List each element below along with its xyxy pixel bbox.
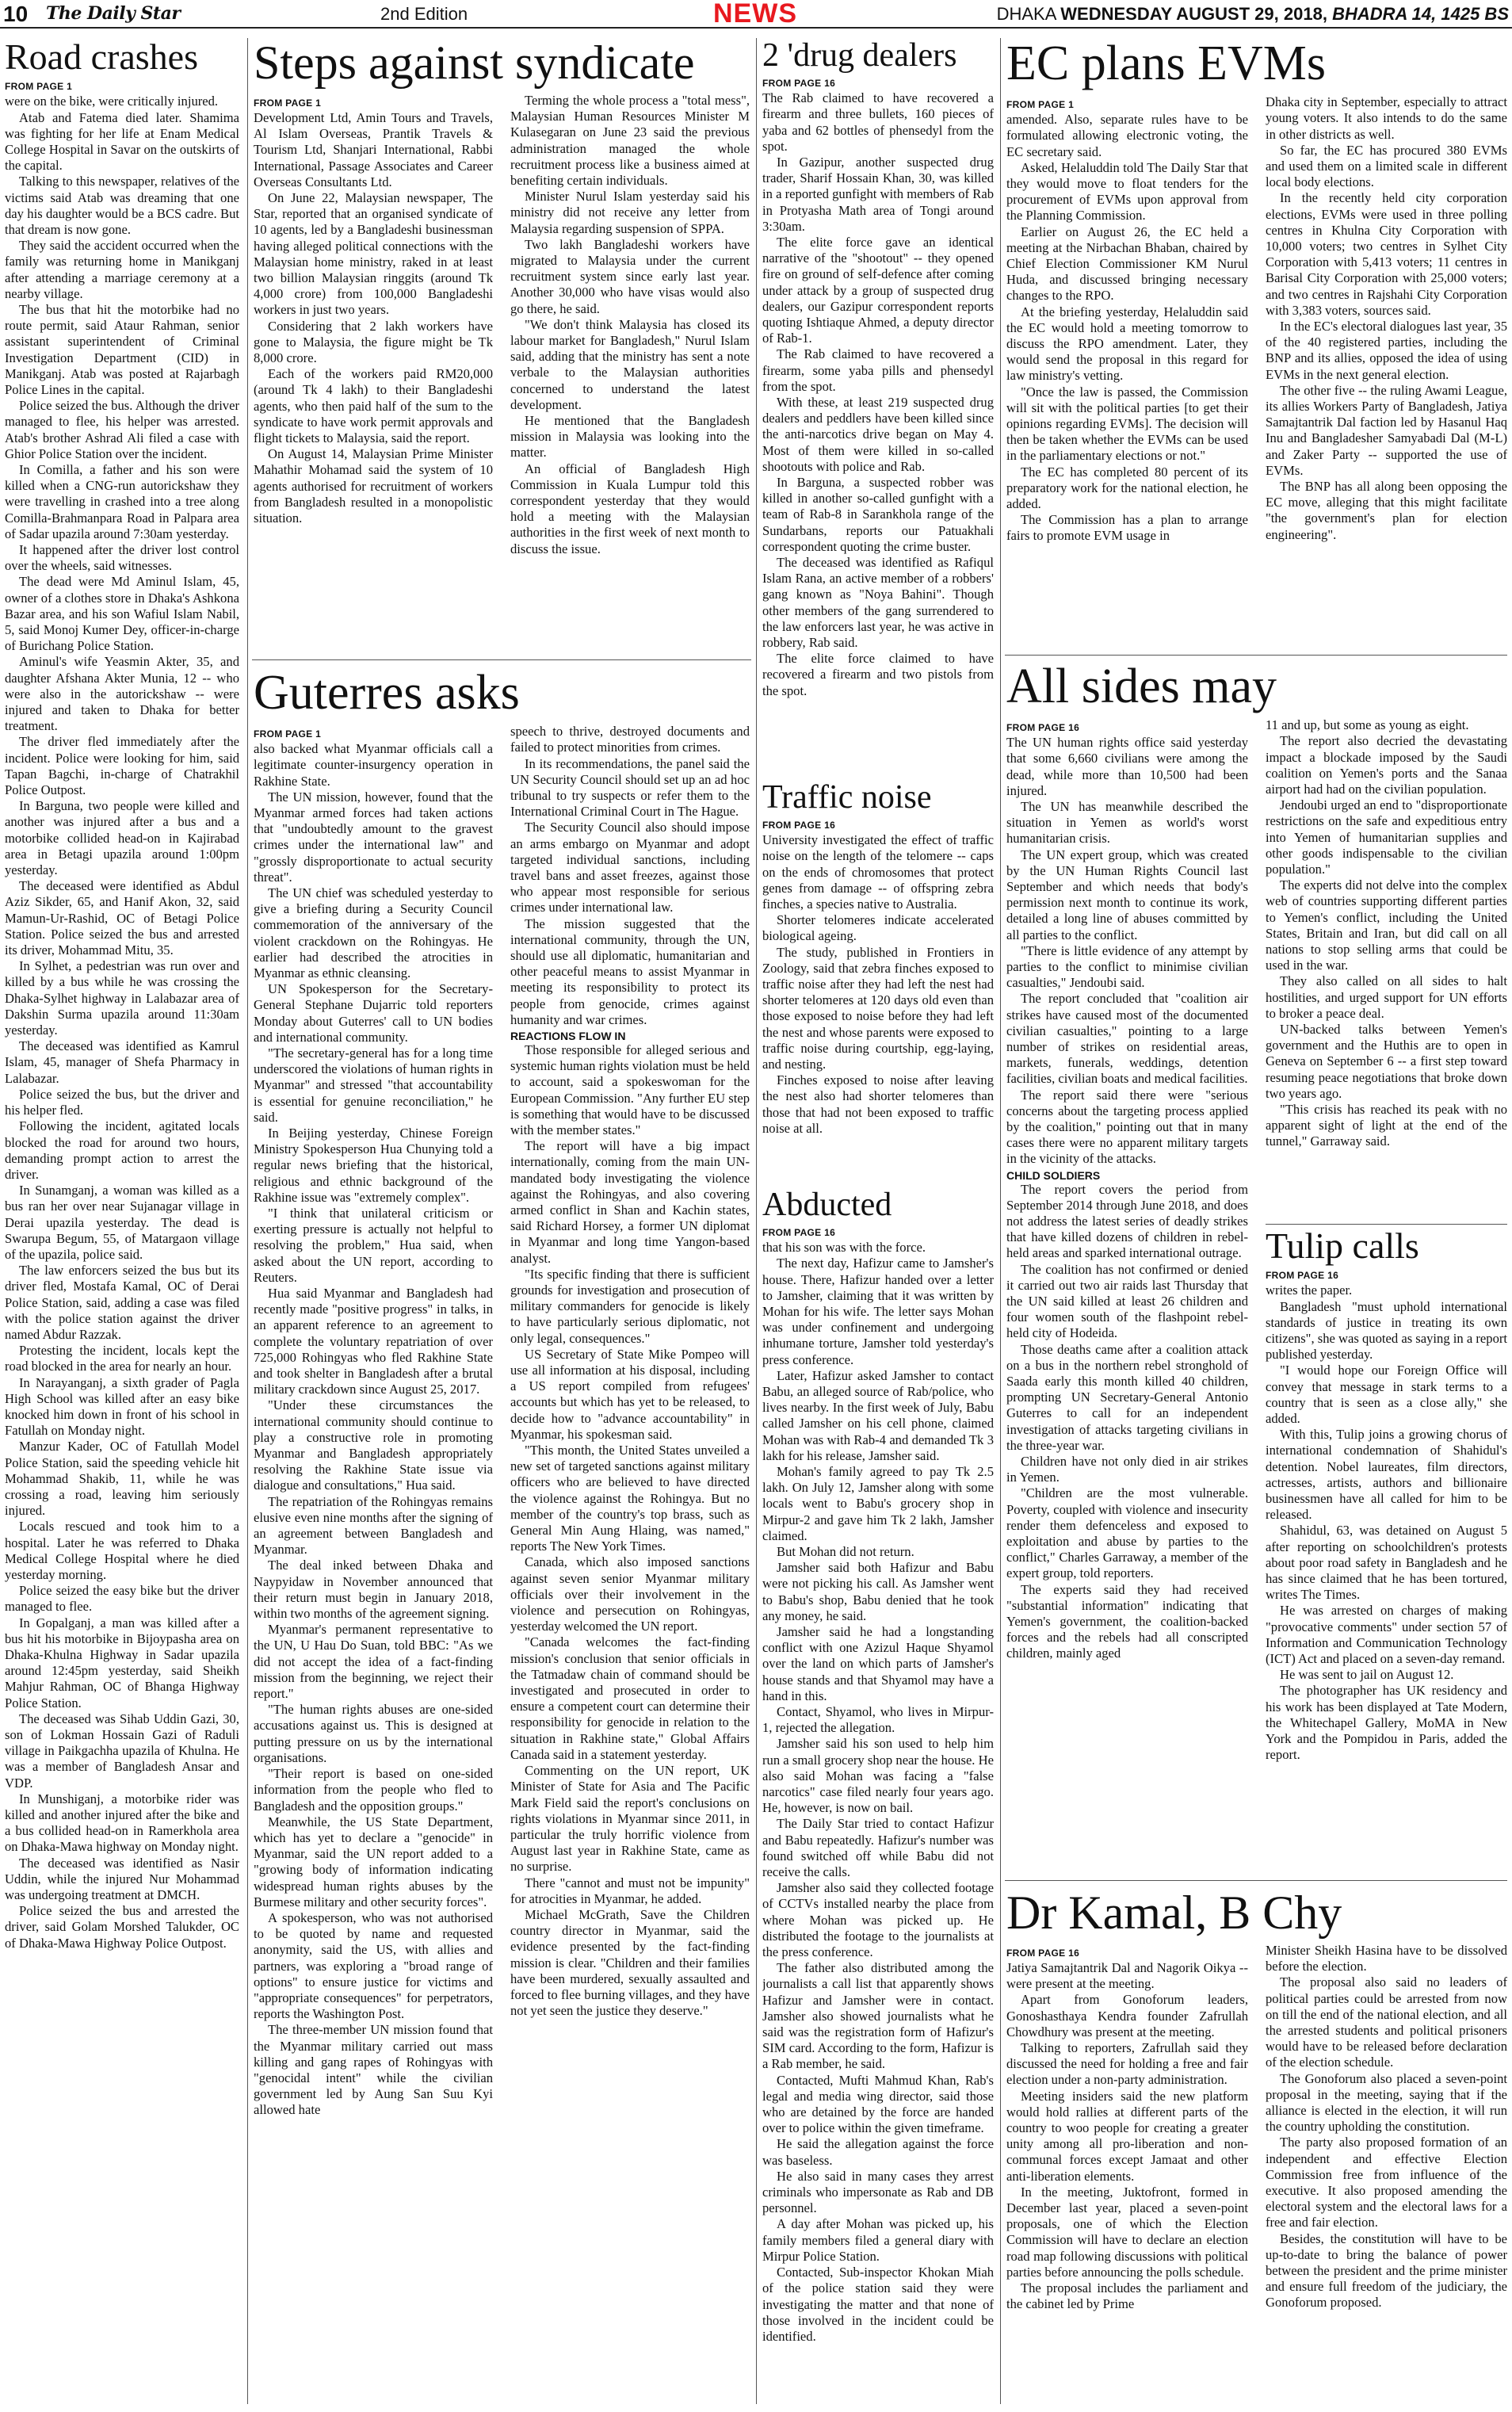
dateline-date: WEDNESDAY AUGUST 29, 2018, <box>1060 4 1327 24</box>
paragraph: The bus that hit the motorbike had no route permit, said Ataur Rahman, senior assistant superintendent of Criminal Investigation Department (CID) in Manikganj. Atab was posted at Rajarbagh Police Lines in the capital. <box>5 301 239 397</box>
paragraph: Jamsher said his son used to help him run a small grocery shop near the house. He also said Mohan was facing a "false narcotics" case filed nearly four years ago. He, however, is now on bail. <box>762 1736 994 1816</box>
text-column <box>1006 717 1248 1662</box>
article-body <box>5 94 239 1951</box>
paragraph: The Rab claimed to have recovered a firearm and three bullets, 160 pieces of yaba and 62 bottles of phensedyl from the spot. <box>762 90 994 154</box>
paragraph: Considering that 2 lakh workers have gone to Malaysia, the figure might be Tk 8,000 crore. <box>254 318 493 366</box>
paragraph: "Its specific finding that there is sufficient grounds for investigation and prosecution of military commanders for genocide is likely to have particularly serious diplomatic, not only legal, consequences." <box>510 1266 750 1346</box>
paragraph: On June 22, Malaysian newspaper, The Star, reported that an organised syndicate of 10 agents, led by a Bangladeshi businessman having alleged political connections with the Malaysian home ministry, raked in at least two billion Malaysian ringgits (around Tk 4,000 crore) from 100,000 Bangladeshi workers in just two years. <box>254 190 493 318</box>
paragraph: Atab and Fatema died later. Shamima was fighting for her life at Enam Medical College Hospital in Savar on the outskirts of the capital. <box>5 109 239 174</box>
paragraph: They also called on all sides to halt hostilities, and urged support for UN efforts to broker a peace deal. <box>1266 973 1507 1021</box>
paragraph: Police seized the bus, but the driver and his helper fled. <box>5 1086 239 1118</box>
paragraph: Minister Nurul Islam yesterday said his ministry did not receive any letter from Malaysia regarding suspension of SPPA. <box>510 189 750 236</box>
paragraph: In the meeting, Juktofront, formed in December last year, placed a seven-point proposals, one of which the Election Commission will have to declare an election road map following discussions with political parties before announcing the polls schedule. <box>1006 2184 1248 2280</box>
paragraph: The EC has completed 80 percent of its preparatory work for the national election, he added. <box>1006 464 1248 511</box>
paragraph: The report said there were "serious concerns about the targeting process applied by the coalition," pointing out that in many cases there were no apparent military targets in the vicinity of the attacks. <box>1006 1087 1248 1167</box>
article-divider <box>252 659 751 660</box>
article-body <box>1266 1282 1507 1763</box>
paragraph: The father also distributed among the journalists a call list that apparently shows Hafizur and Jamsher were in contact. Jamsher also showed journalists what he said was the registration form of Hafizur's SIM card. According to the form, Hafizur is a Rab member, he said. <box>762 1960 994 2072</box>
column-rule <box>1000 38 1001 2404</box>
text-column <box>254 93 493 557</box>
subheading: REACTIONS FLOW IN <box>510 1029 626 1042</box>
dateline <box>997 4 1509 25</box>
paragraph: "Under these circumstances the international community should continue to play a constructive role in promoting Myanmar and Bangladesh appropriately resolving the Rakhine State issue via dialogue and consultations," Hua said. <box>254 1397 493 1493</box>
paragraph: amended. Also, separate rules have to be formulated allowing electronic voting, the EC secretary said. <box>1006 112 1248 159</box>
paragraph: Minister Sheikh Hasina have to be dissolved before the election. <box>1266 1943 1507 1974</box>
headline[interactable]: 2 'drug dealers <box>762 38 957 74</box>
paragraph: He said the allegation against the force was baseless. <box>762 2136 994 2168</box>
paragraph: Aminul's wife Yeasmin Akter, 35, and daughter Afshana Akter Munia, 12 -- who were also in the autorickshaw -- were injured and taken to Dhaka for better treatment. <box>5 654 239 734</box>
paragraph: "Canada welcomes the fact-finding mission's conclusion that senior officials in the Tatmadaw chain of command should be investigated and prosecuted in order to ensure a competent court can determine their responsibility for genocide in relation to the situation in Rakhine state," Global Affairs Canada said in a statement yesterday. <box>510 1634 750 1762</box>
paragraph: The proposal also said no leaders of political parties could be arrested from now on till the end of the national election, and all the arrested students and political prisoners would have to be released before declaration of the election schedule. <box>1266 1974 1507 2070</box>
paragraph: The UN expert group, which was created by the UN Human Rights Council last September and which needs that body's permission next month to continue its work, detailed a long line of abuses committed by all parties to the conflict. <box>1006 847 1248 942</box>
paragraph: Terming the whole process a "total mess", Malaysian Human Resources Minister M Kulasegaran on June 23 said the previous administration managed the whole recruitment process like a business aimed at benefiting certain individuals. <box>510 93 750 189</box>
newspaper-logo: The Daily Star <box>46 3 181 24</box>
paragraph: The photographer has UK residency and his work has been displayed at Tate Modern, the Whitechapel Gallery, MoMA in New York and the Pompidou in Paris, added the report. <box>1266 1683 1507 1763</box>
paragraph: Jendoubi urged an end to "disproportionate restrictions on the safe and expeditious entry into Yemen of humanitarian supplies and other goods indispensable to the civilian population." <box>1266 797 1507 877</box>
text-column <box>1006 94 1248 544</box>
article-drug-dealers <box>762 38 994 774</box>
paragraph: "I would hope our Foreign Office will convey that message in stark terms to a country that is seen as a close ally," she added. <box>1266 1363 1507 1426</box>
paragraph: The Daily Star tried to contact Hafizur and Babu repeatedly. Hafizur's number was found switched off while Babu did not receive the calls. <box>762 1816 994 1880</box>
paragraph: Locals rescued and took him to a hospital. Later he was referred to Dhaka Medical College Hospital where he died yesterday morning. <box>5 1519 239 1582</box>
paragraph: The repatriation of the Rohingyas remains elusive even nine months after the signing of an agreement between Bangladesh and Myanmar. <box>254 1493 493 1558</box>
article-dr-kamal <box>1006 1888 1507 2408</box>
paragraph: In the recently held city corporation elections, EVMs were used in three polling centres in Khulna City Corporation with 10,000 voters; two centres in Sylhet City Corporation with 5,413 voters; 11 centres in Barisal City Corporation with 25,000 voters; and two centres in Rajshahi City Corporation with 3,383 voters, sources said. <box>1266 190 1507 318</box>
paragraph: Manzur Kader, OC of Fatullah Model Police Station, said the speeding vehicle hit Mohammad Shakib, 11, while he was crossing a road, leaving him seriously injured. <box>5 1439 239 1519</box>
paragraph: The study, published in Frontiers in Zoology, said that zebra finches exposed to traffic noise after they had left the nest had shorter telomeres at 120 days old even than those exposed to noise before they had left the nest and whose parents were exposed to traffic noise during courtship, egg-laying, and nesting. <box>762 944 994 1072</box>
paragraph: The coalition has not confirmed or denied it carried out two air raids last Thursday that the UN said killed at least 26 children and four women south of the flashpoint rebel-held city of Hodeida. <box>1006 1261 1248 1341</box>
paragraph: Apart from Gonoforum leaders, Gonoshasthaya Kendra founder Zafrullah Chowdhury was present at the meeting. <box>1006 1992 1248 2039</box>
paragraph: So far, the EC has procured 380 EVMs and used them on a limited scale in different local body elections. <box>1266 142 1507 190</box>
paragraph: Jamsher said he had a longstanding conflict with one Azizul Haque Shyamol over the land on which parts of Jamsher's house stands and that Shyamol may have a hand in this. <box>762 1623 994 1703</box>
paragraph: that his son was with the force. <box>762 1240 926 1256</box>
paragraph: The deceased was identified as Rafiqul Islam Rana, an active member of a robbers' gang known as "Noya Bahini". Though other members of the gang surrendered to the law enforcers last year, he was active in robbery, Rab said. <box>762 554 994 650</box>
article-steps-against-syndicate <box>254 38 750 650</box>
paragraph: The experts did not delve into the complex web of countries supporting different parties to Yemen's conflict, including the United States, Britain and Iran, but did call on all nations to stop selling arms that could be used in the war. <box>1266 877 1507 973</box>
paragraph: The three-member UN mission found that the Myanmar military carried out mass killing and gang rapes of Rohingyas with "genocidal intent" while the civilian government led by Aung San Suu Kyi allowed hate <box>254 2022 493 2118</box>
paragraph: The deal inked between Dhaka and Naypyidaw in November announced that their return must begin in January 2018, within two months of the agreement signing. <box>254 1558 493 1622</box>
paragraph: The elite force claimed to have recovered a firearm and two pistols from the spot. <box>762 651 994 698</box>
paragraph: The UN human rights office said yesterday that some 6,660 civilians were among the dead, while more than 10,500 had been injured. <box>1006 735 1248 798</box>
jump-label: FROM PAGE 1 <box>254 97 322 109</box>
paragraph: An official of Bangladesh High Commission in Kuala Lumpur told this correspondent yesterday that they would hold a meeting with the Malaysian authorities in the first week of next month to discuss the issue. <box>510 461 750 556</box>
paragraph: Talking to reporters, Zafrullah said they discussed the need for holding a free and fair election under a non-party administration. <box>1006 2040 1248 2088</box>
paragraph: Shahidul, 63, was detained on August 5 after reporting on schoolchildren's protests about poor road safety in Bangladesh and he has since claimed that he has been tortured, writes The Times. <box>1266 1523 1507 1603</box>
paragraph: writes the paper. <box>1266 1282 1353 1298</box>
column-rule <box>247 38 248 2404</box>
paragraph: Jatiya Samajtantrik Dal and Nagorik Oikya -- were present at the meeting. <box>1006 1960 1248 1992</box>
paragraph: In Munshiganj, a motorbike rider was killed and another injured after the bike and a bus collided head-on in Ramerkhola area on Dhaka-Mawa highway on Monday night. <box>5 1791 239 1855</box>
article-divider <box>1005 1880 1507 1881</box>
article-body <box>762 832 994 1137</box>
jump-label: FROM PAGE 16 <box>1006 722 1080 734</box>
paragraph: speech to thrive, destroyed documents and failed to protect minorities from crimes. <box>510 724 750 755</box>
paragraph: In the EC's electoral dialogues last year, 35 of the 40 registered parties, including the BNP and its allies, opposed the idea of using EVMs in the next general election. <box>1266 318 1507 382</box>
paragraph: Police seized the easy bike but the driver managed to flee. <box>5 1583 239 1615</box>
paragraph: "There is little evidence of any attempt by parties to the conflict to minimise civilian casualties," Jendoubi said. <box>1006 942 1248 991</box>
dateline-city: DHAKA <box>996 4 1056 24</box>
paragraph: In Narayanganj, a sixth grader of Pagla High School was killed after an easy bike knocked him down in front of his school in Fatullah on Monday night. <box>5 1374 239 1439</box>
article-guterres-asks <box>254 667 750 2408</box>
paragraph: There "cannot and must not be impunity" for atrocities in Myanmar, he added. <box>510 1875 750 1906</box>
jump-label: FROM PAGE 1 <box>5 81 73 93</box>
jump-label: FROM PAGE 1 <box>1006 99 1075 111</box>
paragraph: Those responsible for alleged serious and systemic human rights violation must be held to account, said a spokeswoman for the European Commission. "Any further EU step is something that would have to be discussed with the member states." <box>510 1042 750 1137</box>
paragraph: Later, Hafizur asked Jamsher to contact Babu, an alleged source of Rab/police, who lives nearby. In the first week of July, Babu called Jamsher on his cell phone, claimed Mohan was with Rab-4 and demanded Tk 3 lakh for his release, Jamsher said. <box>762 1367 994 1463</box>
paragraph: The report covers the period from September 2014 through June 2018, and does not address the latest series of deadly strikes that have killed dozens of children in rebel-held areas and sparked international outrage. <box>1006 1181 1248 1261</box>
article-ec-plans-evms <box>1006 38 1507 650</box>
paragraph: The report concluded that "coalition air strikes have caused most of the documented civilian casualties," pointing to a large number of strikes on residential areas, markets, funerals, weddings, detention facilities, civilian boats and medical facilities. <box>1006 991 1248 1087</box>
article-tulip-calls <box>1266 1227 1507 1874</box>
headline[interactable]: Guterres asks <box>254 667 520 720</box>
paragraph: Meeting insiders said the new platform would hold rallies at different parts of the country to woo people for creating a greater unity among all pro-liberation and non-communal forces except Jamaat and other anti-liberation elements. <box>1006 2088 1248 2184</box>
paragraph: On August 14, Malaysian Prime Minister Mahathir Mohamad said the system of 10 agents authorised for recruitment of workers from Bangladesh resulted in a monopolistic situation. <box>254 446 493 526</box>
column-rule <box>756 38 757 2404</box>
paragraph: At the briefing yesterday, Helaluddin said the EC would hold a meeting tomorrow to discuss the RPO amendment. Later, they would send the proposal in this regard for law ministry's vetting. <box>1006 304 1248 384</box>
jump-label: FROM PAGE 16 <box>1266 1270 1339 1282</box>
paragraph: were on the bike, were critically injured. <box>5 94 219 109</box>
paragraph: The mission suggested that the international community, through the UN, should use all diplomatic, humanitarian and other peaceful means to assist Myanmar in meeting its responsibility to protect its people from genocide, crimes against humanity and war crimes. <box>510 915 750 1027</box>
paragraph: The deceased was identified as Nasir Uddin, while the injured Nur Mohammad was undergoing treatment at DMCH. <box>5 1855 239 1903</box>
paragraph: With this, Tulip joins a growing chorus of international condemnation of Shahidul's detention. Nobel laureates, film directors, actresses, artists, authors and billionaire businessmen have all called for him to be released. <box>1266 1427 1507 1523</box>
headline[interactable]: Tulip calls <box>1266 1227 1419 1266</box>
paragraph: He mentioned that the Bangladesh mission in Malaysia was looking into the matter. <box>510 413 750 461</box>
jump-label: FROM PAGE 1 <box>254 728 322 740</box>
paragraph: Finches exposed to noise after leaving the nest also had shorter telomeres than those that had not been exposed to traffic noise at all. <box>762 1072 994 1136</box>
paragraph: "This month, the United States unveiled a new set of targeted sanctions against military officers who are believed to have directed the violence against the Rohingya. But no member of the country's top brass, such as General Min Aung Hlaing, was named," reports The New York Times. <box>510 1443 750 1554</box>
headline[interactable]: EC plans EVMs <box>1006 38 1326 90</box>
paragraph: The dead were Md Aminul Islam, 45, owner of a clothes store in Dhaka's Ashkona Bazar area, and his son Wafiul Islam Nabil, 5, said Monoj Kumer Dey, officer-in-charge of Burichang Police Station. <box>5 574 239 654</box>
paragraph: The UN has meanwhile described the situation in Yemen as world's worst humanitarian crisis. <box>1006 798 1248 847</box>
article-road-crashes <box>5 38 239 2408</box>
paragraph: Those deaths came after a coalition attack on a bus in the northern rebel stronghold of Saada early this month killed 40 children, prompting UN Secretary-General Antonio Guterres to call for an independent investigation of attacks targeting civilians in the three-year war. <box>1006 1341 1248 1453</box>
paragraph: The party also proposed formation of an independent and effective Election Commission free from influence of the executive. It also proposed amending the electoral system and the electoral laws for a free and fair election. <box>1266 2135 1507 2230</box>
paragraph: US Secretary of State Mike Pompeo will use all information at his disposal, including a US report compiled from refugees' accounts but which has yet to be released, to decide how to "advance accountability" in Myanmar, his spokesman said. <box>510 1346 750 1442</box>
paragraph: He also said in many cases they arrest criminals who impersonate as Rab and DB personnel. <box>762 2168 994 2216</box>
paragraph: In Beijing yesterday, Chinese Foreign Ministry Spokesperson Hua Chunying told a regular news briefing that the historical, religious and ethnic background of the Rakhine issue was "extremely complex". <box>254 1125 493 1205</box>
paragraph: Shorter telomeres indicate accelerated biological ageing. <box>762 912 994 944</box>
paragraph: The Gonoforum also placed a seven-point proposal in the meeting, saying that if the alliance is elected in the election, it will run the country upholding the constitution. <box>1266 2070 1507 2135</box>
paragraph: "The secretary-general has for a long time underscored the violations of human rights in Myanmar" and stressed "that accountability is essential for genuine reconciliation," he said. <box>254 1045 493 1125</box>
paragraph: Police seized the bus. Although the driver managed to flee, his helper was arrested. Atab's brother Ashrad Ali filed a case with Ghior Police Station over the incident. <box>5 398 239 461</box>
article-divider <box>1005 655 1507 656</box>
paragraph: The experts said they had received "substantial information" indicating that Yemen's government, the coalition-backed forces and the rebels had all conscripted children, mainly aged <box>1006 1581 1248 1661</box>
article-abducted <box>762 1187 994 2408</box>
paragraph: Earlier on August 26, the EC held a meeting at the Nirbachan Bhaban, chaired by Chief Election Commissioner KM Nurul Huda, and discussed bringing necessary changes to the RPO. <box>1006 224 1248 304</box>
paragraph: "This crisis has reached its peak with no apparent sight of light at the end of the tunnel," Garraway said. <box>1266 1101 1507 1149</box>
paragraph: "Their report is based on one-sided information from the people who fled to Bangladesh and the opposition groups." <box>254 1766 493 1814</box>
paragraph: UN-backed talks between Yemen's government and the Huthis are to open in Geneva on September 6 -- a first step toward resuming peace negotiations that broke down two years ago. <box>1266 1021 1507 1101</box>
paragraph: Children have not only died in air strikes in Yemen. <box>1006 1454 1248 1485</box>
paragraph: University investigated the effect of traffic noise on the length of the telomere -- caps on the ends of chromosomes that protect genes from damage -- of offspring zebra finches, a species native to Australia. <box>762 832 994 912</box>
paragraph: Two lakh Bangladeshi workers have migrated to Malaysia under the current recruitment system since early last year. Another 30,000 who have visas would also go there, he said. <box>510 236 750 316</box>
page-number: 10 <box>3 2 29 26</box>
paragraph: The proposal includes the parliament and the cabinet led by Prime <box>1006 2280 1248 2312</box>
paragraph: The report also decried the devastating impact a blockade imposed by the Saudi coalition on Yemen's ports and the Sanaa airport had had on the civilian population. <box>1266 733 1507 797</box>
article-divider <box>1266 1224 1507 1225</box>
paragraph: In Gazipur, another suspected drug trader, Sharif Hossain Khan, 30, was killed in a reported gunfight with members of Rab in Protyasha Math area of Tongi around 3:30am. <box>762 154 994 234</box>
jump-label: FROM PAGE 16 <box>1006 1948 1080 1959</box>
paragraph: Contacted, Sub-inspector Khokan Miah of the police station said they were investigating the matter and that none of those involved in the incident could be identified. <box>762 2265 994 2344</box>
paragraph: Following the incident, agitated locals blocked the road for around two hours, demanding prompt action to arrest the driver. <box>5 1118 239 1182</box>
article-body <box>762 1240 994 2345</box>
paragraph: Hua said Myanmar and Bangladesh had recently made "positive progress" in talks, in an apparent reference to an agreement to complete the voluntary repatriation of over 725,000 Rohingyas who fled Rakhine State and took shelter in Bangladesh after a brutal military crackdown since August 25, 2017. <box>254 1286 493 1397</box>
paragraph: They said the accident occurred when the family was returning home in Manikganj after attending a marriage ceremony at a nearby village. <box>5 238 239 301</box>
paragraph: UN Spokesperson for the Secretary-General Stephane Dujarric told reporters Monday about Guterres' call to UN bodies and international community. <box>254 981 493 1045</box>
article-body <box>762 90 994 699</box>
text-column <box>510 724 750 2118</box>
paragraph: The deceased was identified as Kamrul Islam, 45, manager of Shefa Pharmacy in Lalabazar. <box>5 1038 239 1086</box>
paragraph: A day after Mohan was picked up, his family members filed a general diary with Mirpur Police Station. <box>762 2216 994 2264</box>
headline[interactable]: Traffic noise <box>762 780 932 816</box>
article-body <box>254 93 750 557</box>
paragraph: "We don't think Malaysia has closed its labour market for Bangladesh," Nurul Islam said, adding that the ministry has sent a note verbale to the Malaysian authorities concerned to understand the latest development. <box>510 316 750 412</box>
text-column <box>510 93 750 557</box>
paragraph: In Barguna, two people were killed and another was injured after a bus and a motorbike collided head-on in Kajirabad area in Betagi upazila around 1:00pm yesterday. <box>5 798 239 878</box>
section-label: NEWS <box>713 0 797 29</box>
text-column <box>254 724 493 2118</box>
paragraph: The deceased were identified as Abdul Aziz Sikder, 65, and Hanif Akon, 32, said Mamun-Ur-Rashid, OC of Betagi Police Station. Police seized the bus and arrested its driver, Mohammad Mitu, 35. <box>5 878 239 958</box>
paragraph: The report will have a big impact internationally, coming from the main UN-mandated body investigating the violence against the Rohingyas, and also covering armed conflict in Shan and Kachin states, said Richard Horsey, a former UN diplomat in Myanmar and long time Yangon-based analyst. <box>510 1138 750 1266</box>
paragraph: Contact, Shyamol, who lives in Mirpur-1, rejected the allegation. <box>762 1703 994 1736</box>
jump-label: FROM PAGE 16 <box>762 78 836 90</box>
paragraph: Asked, Helaluddin told The Daily Star that they would move to float tenders for the procurement of EVMs upon approval from the Planning Commission. <box>1006 159 1248 224</box>
paragraph: "I think that unilateral criticism or exerting pressure is actually not helpful to resolving the problem," Hua said, when asked about the UN report, according to Reuters. <box>254 1205 493 1285</box>
text-column <box>1266 1943 1507 2312</box>
headline[interactable]: Steps against syndicate <box>254 38 695 89</box>
paragraph: Each of the workers paid RM20,000 (around Tk 4 lakh) to their Bangladeshi agents, who then paid half of the sum to the syndicate to have work permit approvals and flight tickets to Malaysia, said the report. <box>254 366 493 446</box>
paragraph: He was sent to jail on August 12. <box>1280 1667 1454 1683</box>
paragraph: Myanmar's permanent representative to the UN, U Hau Do Suan, told BBC: "As we did not accept the idea of a fact-finding mission from the beginning, we reject their report." <box>254 1622 493 1702</box>
paragraph: In Sylhet, a pedestrian was run over and killed by a bus while he was crossing the Dhaka-Sylhet highway in Lalabazar area of Dakshin Surma upazila around 11:30am yesterday. <box>5 958 239 1038</box>
paragraph: In Gopalganj, a man was killed after a bus hit his motorbike in Bijoypasha area on Dhaka-Khulna Highway in Sadar upazila around 12:45pm yesterday, said Sheikh Mahjur Rahman, OC of Bhanga Highway Police Station. <box>5 1615 239 1711</box>
paragraph: Contacted, Mufti Mahmud Khan, Rab's legal and media wing director, said those who are detained by the force are handed over to police within the given timeframe. <box>762 2072 994 2136</box>
article-body <box>1006 1943 1507 2312</box>
paragraph: Jamsher also said they collected footage of CCTVs installed nearby the place from where Mohan was picked up. He distributed the footage to the journalists at the press conference. <box>762 1880 994 1960</box>
paragraph: also backed what Myanmar officials call a legitimate counter-insurgency operation in Rakhine State. <box>254 741 493 789</box>
edition-label: 2nd Edition <box>380 4 468 24</box>
paragraph: In Comilla, a father and his son were killed when a CNG-run autorickshaw they were travelling in crashed into a tree along Comilla-Brahmanpara Road in Palpara area of Sadar upazila around 7:30am yesterday. <box>5 461 239 541</box>
paragraph: Besides, the constitution will have to be up-to-date to bring the balance of power between the president and the prime minister and ensure full freedom of the judiciary, the Gonoforum proposed. <box>1266 2230 1507 2311</box>
article-traffic-noise <box>762 780 994 1183</box>
headline[interactable]: Abducted <box>762 1187 892 1223</box>
paragraph: Development Ltd, Amin Tours and Travels, Al Islam Overseas, Prantik Travels & Tourism Ltd, Shanjari International, Rabbi International, Passage Associates and Career Overseas Consultants Ltd. <box>254 110 493 189</box>
paragraph: 11 and up, but some as young as eight. <box>1266 717 1469 733</box>
dateline-bangla: BHADRA 14, 1425 BS <box>1332 4 1509 24</box>
paragraph: He was arrested on charges of making "provocative comments" under section 57 of Information and Communication Technology (ICT) Act and placed on a seven-day remand. <box>1266 1603 1507 1666</box>
paragraph: The deceased was Sihab Uddin Gazi, 30, son of Lokman Hossain Gazi of Raduli village in Paikgachha upazila of Khulna. He was a member of Bangladesh Ansar and VDP. <box>5 1711 239 1791</box>
paragraph: The BNP has all along been opposing the EC move, alleging that this might facilitate "the government's plan for election engineering". <box>1266 478 1507 542</box>
paragraph: The driver fled immediately after the incident. Police were looking for him, said Tapan Bagchi, in-charge of Chatrakhil Police Outpost. <box>5 734 239 798</box>
paragraph: "Children are the most vulnerable. Poverty, coupled with violence and insecurity render them defenceless and exposed to exploitation and abuse by parties to the conflict," Charles Garraway, a member of the expert group, told reporters. <box>1006 1485 1248 1581</box>
paragraph: The elite force gave an identical narrative of the "shootout" -- they opened fire on ground of self-defence after coming under attack by a group of suspected drug dealers, our Gazipur correspondent reports quoting Ishtiaque Ahmed, a deputy director of Rab-1. <box>762 234 994 346</box>
paragraph: Police seized the bus and arrested the driver, said Golam Morshed Talukder, OC of Dhaka-Mawa Highway Police Outpost. <box>5 1903 239 1951</box>
paragraph: The UN chief was scheduled yesterday to give a briefing during a Security Council commemoration of the anniversary of the violent crackdown on the Rohingyas. He earlier had described the atrocities in Myanmar as ethnic cleansing. <box>254 885 493 980</box>
paragraph: A spokesperson, who was not authorised to be quoted by name and requested anonymity, said the US, with allies and partners, was exploring a "broad range of options" to ensure justice for victims and "appropriate consequences" for perpetrators, reports the Washington Post. <box>254 1909 493 2022</box>
paragraph: "The human rights abuses are one-sided accusations against us. This is designed at putting pressure on us by the international organisations. <box>254 1702 493 1765</box>
jump-label: FROM PAGE 16 <box>762 1227 836 1239</box>
paragraph: Michael McGrath, Save the Children country director in Myanmar, said the evidence presented by the fact-finding mission is clear. "Children and their families have been murdered, sexually assaulted and forced to flee burning villages, and they have not yet seen the justice they deserve." <box>510 1906 750 2019</box>
subheading: CHILD SOLDIERS <box>1006 1168 1101 1182</box>
paragraph: "Once the law is passed, the Commission will sit with the political parties [to get their opinions regarding EVMs]. The decision will then be taken whether the EVMs can be used in the parliamentary elections or not." <box>1006 384 1248 464</box>
masthead <box>0 0 1512 29</box>
text-column <box>1266 94 1507 544</box>
article-body <box>1006 94 1507 544</box>
paragraph: Meanwhile, the US State Department, which has yet to declare a "genocide" in Myanmar, said the UN report added to a "growing body of information indicating widespread human rights abuses by the Burmese military and other security forces". <box>254 1814 493 1909</box>
paragraph: The law enforcers seized the bus but its driver fled, Mostafa Kamal, OC of Derai Police Station, said, adding a case was filed with the police station against the driver named Abdur Razzak. <box>5 1263 239 1342</box>
paragraph: It happened after the driver lost control over the wheels, said witnesses. <box>5 541 239 574</box>
paragraph: The next day, Hafizur came to Jamsher's house. There, Hafizur handed over a letter to Jamsher, claiming that it was written by Mohan for his wife. The letter says Mohan was under confinement and undergoing inhumane torture, Jamsher told yesterday's press conference. <box>762 1256 994 1367</box>
paragraph: Bangladesh "must uphold international standards of justice in treating its own citizens", she was quoted as saying in a report published yesterday. <box>1266 1298 1507 1363</box>
paragraph: The Security Council also should impose an arms embargo on Myanmar and adopt targeted individual sanctions, including travel bans and asset freezes, against those who appear most responsible for serious crimes under international law. <box>510 820 750 915</box>
paragraph: Dhaka city in September, especially to attract young voters. It also intends to do the same in other districts as well. <box>1266 94 1507 142</box>
paragraph: Canada, which also imposed sanctions against seven senior Myanmar military officials over their involvement in the violence and persecution on Rohingyas, yesterday welcomed the UN report. <box>510 1554 750 1634</box>
jump-label: FROM PAGE 16 <box>762 820 836 831</box>
headline[interactable]: Road crashes <box>5 38 198 77</box>
paragraph: Mohan's family agreed to pay Tk 2.5 lakh. On July 12, Jamsher along with some locals went to Babu's grocery shop in Mirpur-2 and gave him Tk 2 lakh, Jamsher claimed. <box>762 1463 994 1543</box>
paragraph: The other five -- the ruling Awami League, its allies Workers Party of Bangladesh, Jatiya Samajtantrik Dal faction led by Hasanul Haq Inu and Bangladesher Samyabadi Dal (M-L) and Zaker Party -- supported the use of EVMs. <box>1266 382 1507 478</box>
headline[interactable]: All sides may <box>1006 661 1277 713</box>
paragraph: The Rab claimed to have recovered a firearm, some yaba pills and phensedyl from the spot. <box>762 346 994 394</box>
paragraph: With these, at least 219 suspected drug dealers and peddlers have been killed since the anti-narcotics drive began on May 4. Most of them were killed in so-called shootouts with police and Rab. <box>762 394 994 474</box>
headline[interactable]: Dr Kamal, B Chy <box>1006 1888 1342 1939</box>
paragraph: Protesting the incident, locals kept the road blocked in the area for nearly an hour. <box>5 1343 239 1374</box>
paragraph: The Commission has a plan to arrange fairs to promote EVM usage in <box>1006 512 1248 544</box>
article-body <box>254 724 750 2118</box>
paragraph: In Barguna, a suspected robber was killed in another so-called gunfight with a team of Rab-8 in Sarankhola range of the Sundarbans, reports our Patuakhali correspondent quoting the crime buster. <box>762 474 994 554</box>
paragraph: Commenting on the UN report, UK Minister of State for Asia and The Pacific Mark Field said the report's conclusions on rights violations in Myanmar since 2011, in particular the truly horrific violence from August last year in Rakhine State, came as no surprise. <box>510 1763 750 1875</box>
paragraph: In Sunamganj, a woman was killed as a bus ran her over near Sujanagar village in Derai upazila yesterday. The dead is Swarupa Begum, 55, of Matargaon village of the upazila, police said. <box>5 1183 239 1262</box>
text-column <box>1006 1943 1248 2312</box>
paragraph: Jamsher said both Hafizur and Babu were not picking his call. As Jamsher went to Babu's shop, Babu denied that he took any money, he said. <box>762 1560 994 1623</box>
paragraph: In its recommendations, the panel said the UN Security Council should set up an ad hoc tribunal to try suspects or refer them to the International Criminal Court in The Hague. <box>510 755 750 820</box>
paragraph: But Mohan did not return. <box>777 1543 914 1559</box>
paragraph: The UN mission, however, found that the Myanmar armed forces had taken actions that "undoubtedly amount to the gravest crimes under the international law" and "grossly disproportionate to actual security threat". <box>254 789 493 885</box>
paragraph: Talking to this newspaper, relatives of the victims said Atab was dreaming that one day his daughter would be a BCS cadre. But that dream is now gone. <box>5 174 239 237</box>
